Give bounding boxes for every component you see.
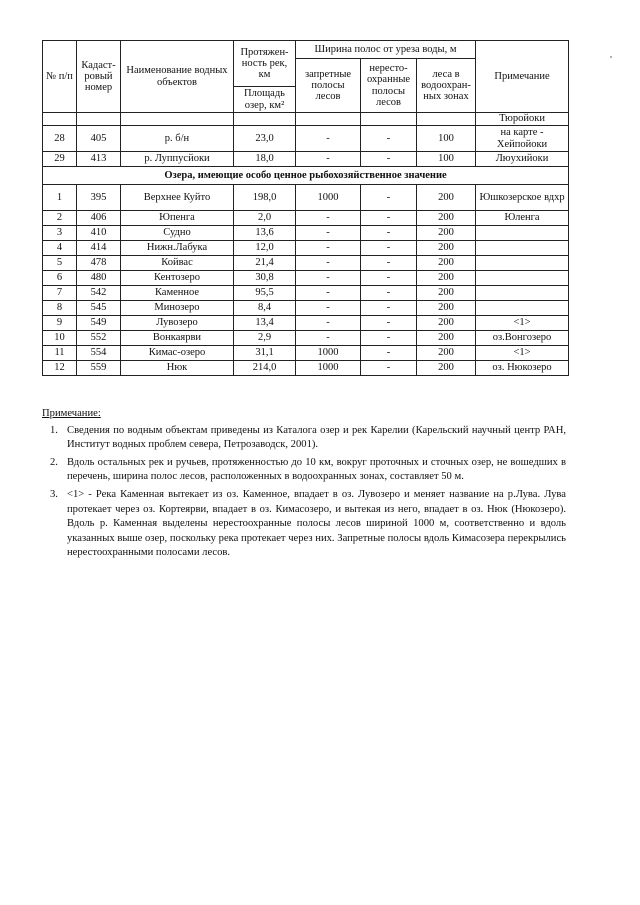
- table-row: [43, 286, 569, 301]
- table-row: [43, 316, 569, 331]
- row-note: оз.Вонгозеро: [476, 331, 569, 346]
- header-area: Площадь озер, км²: [234, 87, 296, 113]
- row-water-zone: 200: [417, 316, 476, 331]
- row-length: 31,1: [234, 346, 296, 361]
- note-text: Вдоль остальных рек и ручьев, протяженностью до 10 км, вокруг проточных и сточных озер, не вошедших в перечень, ширина полос лесов, расположенных в водоохранных зонах, составляет 50 м.: [67, 456, 566, 483]
- row-cadastral: 480: [77, 271, 121, 286]
- row-water-zone: 100: [417, 152, 476, 167]
- row-water-zone: 200: [417, 211, 476, 226]
- section-title: Озера, имеющие особо ценное рыбохозяйственное значение: [43, 167, 569, 185]
- header-note: Примечание: [476, 41, 569, 113]
- row-water-zone: 200: [417, 331, 476, 346]
- row-prohibited: -: [296, 316, 361, 331]
- row-prohibited: -: [296, 331, 361, 346]
- notes-title: Примечание:: [42, 408, 101, 419]
- row-water-zone: 100: [417, 126, 476, 152]
- table-row: [43, 271, 569, 286]
- header-water-zone: леса в водоохран-ных зонах: [417, 59, 476, 113]
- row-num: 29: [43, 152, 77, 167]
- row-prohibited: 1000: [296, 185, 361, 211]
- row-note: [476, 271, 569, 286]
- row-spawning: -: [361, 226, 417, 241]
- notes-section: [42, 407, 566, 564]
- row-spawning: -: [361, 241, 417, 256]
- row-cadastral: 549: [77, 316, 121, 331]
- row-spawning: -: [361, 316, 417, 331]
- note-item: [42, 424, 566, 453]
- row-note: [476, 256, 569, 271]
- row-spawning: -: [361, 185, 417, 211]
- top-note-cell: Тюройоки: [476, 113, 569, 126]
- row-note: <1>: [476, 346, 569, 361]
- row-num: 5: [43, 256, 77, 271]
- table-row: [43, 331, 569, 346]
- row-spawning: -: [361, 211, 417, 226]
- note-item: [42, 456, 566, 485]
- row-length: 21,4: [234, 256, 296, 271]
- row-water-zone: 200: [417, 256, 476, 271]
- row-prohibited: -: [296, 152, 361, 167]
- row-cadastral: 405: [77, 126, 121, 152]
- row-cadastral: 559: [77, 361, 121, 376]
- row-length: 198,0: [234, 185, 296, 211]
- row-spawning: -: [361, 152, 417, 167]
- table-row: [43, 301, 569, 316]
- row-num: 3: [43, 226, 77, 241]
- row-prohibited: -: [296, 301, 361, 316]
- row-prohibited: -: [296, 211, 361, 226]
- header-spawning: нересто-охранные полосы лесов: [361, 59, 417, 113]
- row-name: Нижн.Лабука: [121, 241, 234, 256]
- row-num: 6: [43, 271, 77, 286]
- row-note: [476, 301, 569, 316]
- row-prohibited: -: [296, 126, 361, 152]
- row-water-zone: 200: [417, 361, 476, 376]
- row-water-zone: 200: [417, 185, 476, 211]
- row-cadastral: 554: [77, 346, 121, 361]
- row-name: р. Луппусйоки: [121, 152, 234, 167]
- note-item: [42, 488, 566, 561]
- row-prohibited: 1000: [296, 361, 361, 376]
- row-note: Люухийоки: [476, 152, 569, 167]
- note-number: 2.: [50, 456, 58, 468]
- row-note: <1>: [476, 316, 569, 331]
- row-num: 28: [43, 126, 77, 152]
- row-note: Юшкозерское вдхр: [476, 185, 569, 211]
- row-water-zone: 200: [417, 286, 476, 301]
- row-length: 18,0: [234, 152, 296, 167]
- row-name: Койвас: [121, 256, 234, 271]
- row-cadastral: 395: [77, 185, 121, 211]
- header-prohibited: запретные полосы лесов: [296, 59, 361, 113]
- row-length: 30,8: [234, 271, 296, 286]
- row-name: Минозеро: [121, 301, 234, 316]
- row-num: 1: [43, 185, 77, 211]
- row-cadastral: 413: [77, 152, 121, 167]
- row-num: 9: [43, 316, 77, 331]
- note-number: 3.: [50, 488, 58, 500]
- header-width-group: Ширина полос от уреза воды, м: [296, 41, 476, 59]
- table-row: [43, 256, 569, 271]
- row-num: 8: [43, 301, 77, 316]
- row-name: Судно: [121, 226, 234, 241]
- row-water-zone: 200: [417, 271, 476, 286]
- row-note: [476, 241, 569, 256]
- row-water-zone: 200: [417, 241, 476, 256]
- header-num: № п/п: [43, 41, 77, 113]
- note-text: <1> - Река Каменная вытекает из оз. Каменное, впадает в оз. Лувозеро и меняет название на р.Лува. Лува протекает через оз. Кортеярви, впадает в оз. Кимасозеро, и вытекая из него, впадает в оз. Нюк (Нюкозеро). Вдоль р. Каменная выделены нерестоохранные полосы лесов шириной 1000 м, соответственно и вдоль указанных выше озер, поскольку река протекает через них. Запретные полосы вдоль Кимасозера перекрылись нерестоохранными полосами лесов.: [67, 488, 566, 559]
- row-spawning: -: [361, 256, 417, 271]
- row-name: Каменное: [121, 286, 234, 301]
- row-length: 13,6: [234, 226, 296, 241]
- row-prohibited: -: [296, 226, 361, 241]
- row-prohibited: -: [296, 241, 361, 256]
- row-water-zone: 200: [417, 226, 476, 241]
- row-num: 4: [43, 241, 77, 256]
- row-cadastral: 406: [77, 211, 121, 226]
- row-length: 2,9: [234, 331, 296, 346]
- row-cadastral: 478: [77, 256, 121, 271]
- table-row: [43, 241, 569, 256]
- scan-speck: [610, 56, 612, 58]
- table-row: [43, 211, 569, 226]
- row-note: на карте - Хейпойоки: [476, 126, 569, 152]
- row-name: р. б/н: [121, 126, 234, 152]
- row-prohibited: -: [296, 286, 361, 301]
- row-note: [476, 226, 569, 241]
- row-note: [476, 286, 569, 301]
- header-name: Наименование водных объектов: [121, 41, 234, 113]
- row-cadastral: 414: [77, 241, 121, 256]
- row-length: 95,5: [234, 286, 296, 301]
- row-num: 10: [43, 331, 77, 346]
- row-prohibited: -: [296, 271, 361, 286]
- table-row: [43, 346, 569, 361]
- row-length: 13,4: [234, 316, 296, 331]
- row-cadastral: 410: [77, 226, 121, 241]
- row-note: Юленга: [476, 211, 569, 226]
- row-length: 2,0: [234, 211, 296, 226]
- row-prohibited: -: [296, 256, 361, 271]
- row-name: Лувозеро: [121, 316, 234, 331]
- row-spawning: -: [361, 271, 417, 286]
- row-length: 12,0: [234, 241, 296, 256]
- row-spawning: -: [361, 126, 417, 152]
- header-cadastral: Кадаст-ровый номер: [77, 41, 121, 113]
- row-spawning: -: [361, 301, 417, 316]
- row-spawning: -: [361, 331, 417, 346]
- note-number: 1.: [50, 424, 58, 436]
- row-water-zone: 200: [417, 301, 476, 316]
- row-spawning: -: [361, 361, 417, 376]
- row-note: оз. Нюкозеро: [476, 361, 569, 376]
- row-name: Нюк: [121, 361, 234, 376]
- row-name: Кентозеро: [121, 271, 234, 286]
- table-row: [43, 152, 569, 167]
- row-length: 8,4: [234, 301, 296, 316]
- row-name: Кимас-озеро: [121, 346, 234, 361]
- section-row: [43, 167, 569, 185]
- water-objects-table: [42, 40, 569, 376]
- row-length: 23,0: [234, 126, 296, 152]
- table-row: [43, 126, 569, 152]
- row-spawning: -: [361, 346, 417, 361]
- table-row: [43, 185, 569, 211]
- note-text: Сведения по водным объектам приведены из Каталога озер и рек Карелии (Карельский научный центр РАН, Институт водных проблем севера, Петрозаводск, 2001).: [67, 424, 566, 451]
- row-water-zone: 200: [417, 346, 476, 361]
- row-num: 12: [43, 361, 77, 376]
- table-row: [43, 361, 569, 376]
- row-name: Вонкаярви: [121, 331, 234, 346]
- row-cadastral: 545: [77, 301, 121, 316]
- row-cadastral: 552: [77, 331, 121, 346]
- row-length: 214,0: [234, 361, 296, 376]
- row-name: Верхнее Куйто: [121, 185, 234, 211]
- row-name: Юпенга: [121, 211, 234, 226]
- row-cadastral: 542: [77, 286, 121, 301]
- row-prohibited: 1000: [296, 346, 361, 361]
- row-num: 2: [43, 211, 77, 226]
- header-length: Протяжен-ность рек, км: [234, 41, 296, 87]
- row-num: 11: [43, 346, 77, 361]
- table-row: [43, 226, 569, 241]
- row-num: 7: [43, 286, 77, 301]
- row-spawning: -: [361, 286, 417, 301]
